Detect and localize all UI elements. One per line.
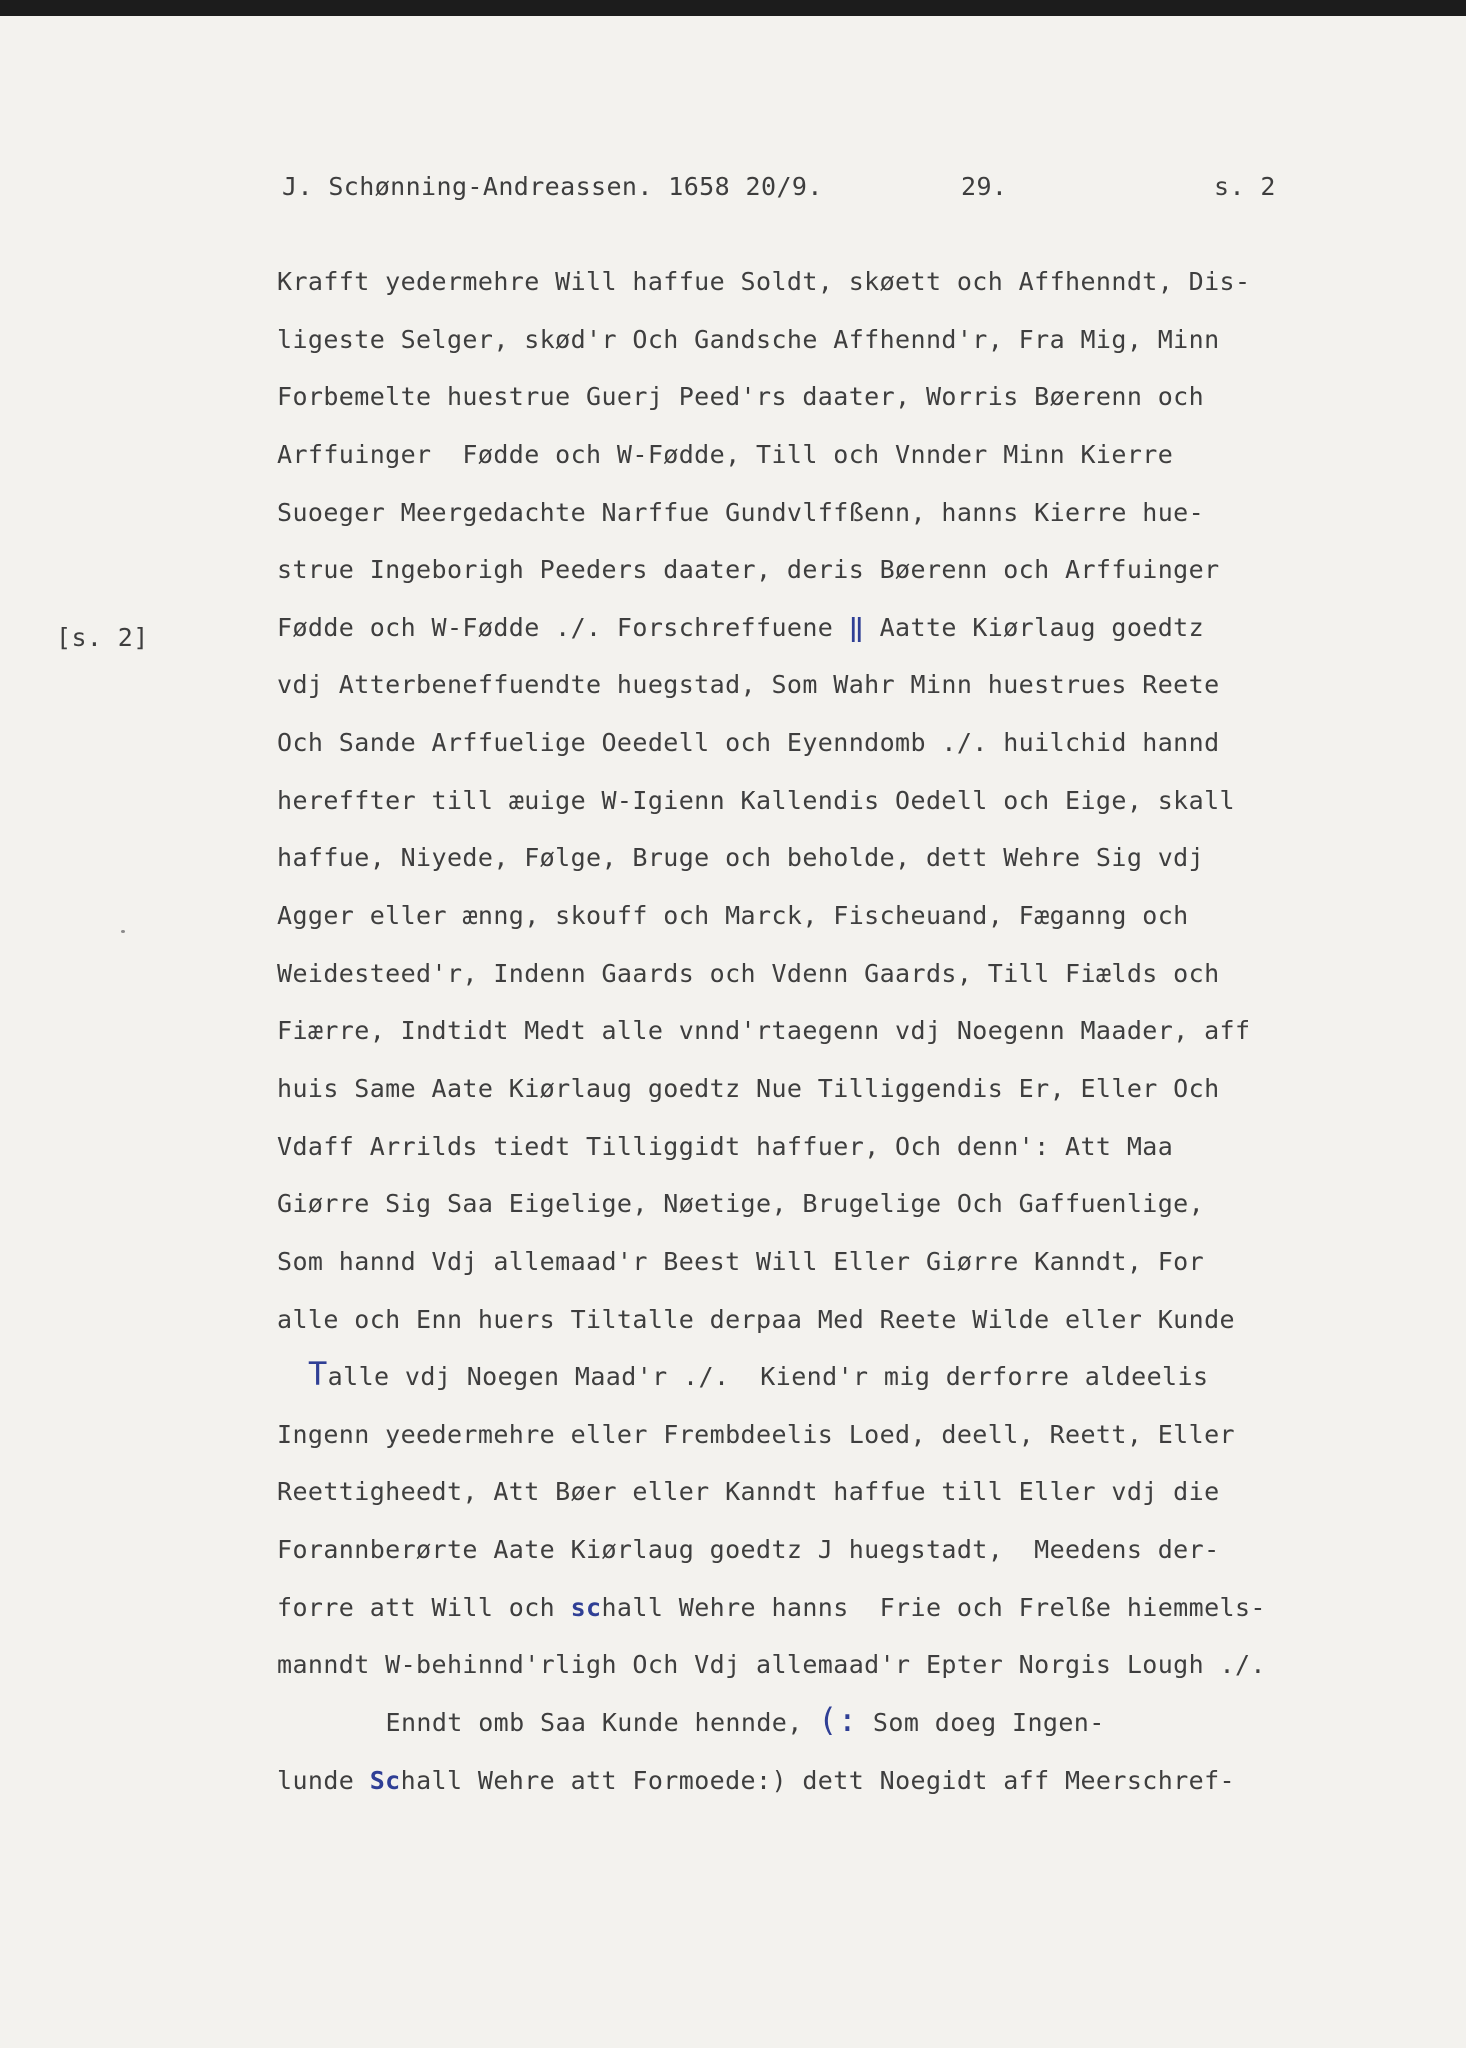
line-text: Vdaff Arrilds tiedt Tilliggidt haffuer, Och denn': Att Maa [277, 1131, 1174, 1161]
line-text-rest: alle vdj Noegen Maad'r ./. Kiend'r mig derforre aldeelis [327, 1362, 1209, 1392]
line-text: huis Same Aate Kiørlaug goedtz Nue Tilliggendis Er, Eller Och [277, 1073, 1220, 1103]
line-text: Giørre Sig Saa Eigelige, Nøetige, Brugelige Och Gaffuenlige, [277, 1189, 1205, 1219]
line-text: Forannberørte Aate Kiørlaug goedtz J huegstadt, Meedens der- [277, 1535, 1220, 1565]
line-text: Agger eller ænng, skouff och Marck, Fischeuand, Fæganng och [277, 901, 1189, 931]
text-line [277, 1011, 1407, 1069]
handwritten-insert: T [308, 1355, 328, 1394]
line-text: Reettigheedt, Att Bøer eller Kanndt haffue till Eller vdj die [277, 1477, 1220, 1507]
line-text: ligeste Selger, skød'r Och Gandsche Affhennd'r, Fra Mig, Minn [277, 324, 1220, 354]
line-text: Suoeger Meergedachte Narffue Gundvlffßenn, hanns Kierre hue- [277, 497, 1205, 527]
text-line [277, 1530, 1407, 1588]
text-line [277, 550, 1407, 608]
handwritten-insert: sc [570, 1592, 602, 1622]
text-line [277, 1761, 1407, 1819]
text-line [277, 1645, 1407, 1703]
line-text: Enndt omb Saa Kunde hennde, [385, 1708, 819, 1738]
line-text: strue Ingeborigh Peeders daater, deris Bøerenn och Arffuinger [277, 555, 1220, 585]
line-text-rest: hall Wehre att Formoede:) dett Noegidt aff Meerschref- [400, 1765, 1235, 1795]
text-line [277, 781, 1407, 839]
line-text: Och Sande Arffuelige Oeedell och Eyenndomb ./. huilchid hannd [277, 728, 1220, 758]
text-line [277, 1069, 1407, 1127]
text-line [277, 954, 1407, 1012]
text-line [277, 435, 1407, 493]
text-line [277, 838, 1407, 896]
line-text-rest: Aatte Kiørlaug goedtz [879, 612, 1205, 642]
line-text: Fiærre, Indtidt Medt alle vnnd'rtaegenn vdj Noegenn Maader, aff [277, 1016, 1251, 1046]
text-line [277, 1588, 1407, 1646]
text-line [277, 1357, 1407, 1415]
text-line [277, 1472, 1407, 1530]
handwritten-insert: ‖ [833, 612, 880, 642]
line-text: Ingenn yeedermehre eller Frembdeelis Loed, deell, Reett, Eller [277, 1419, 1235, 1449]
paper-speck [121, 930, 125, 933]
header-title: J. Schønning-Andreassen. 1658 20/9. [282, 172, 823, 201]
text-line [277, 665, 1407, 723]
handwritten-insert: Sc [369, 1765, 401, 1795]
header-folio-number: 29. [961, 172, 1008, 201]
text-line [277, 1415, 1407, 1473]
text-line [277, 1242, 1407, 1300]
line-text: vdj Atterbeneffuendte huegstad, Som Wahr Minn huestrues Reete [277, 670, 1220, 700]
text-line [277, 320, 1407, 378]
line-text: Forbemelte huestrue Guerj Peed'rs daater, Worris Bøerenn och [277, 382, 1205, 412]
line-text: alle och Enn huers Tiltalle derpaa Med Reete Wilde eller Kunde [277, 1304, 1235, 1334]
line-text: manndt W-behinnd'rligh Och Vdj allemaad'r Epter Norgis Lough ./. [277, 1650, 1266, 1680]
line-text-rest: hall Wehre hanns Frie och Frelße hiemmels- [601, 1592, 1266, 1622]
line-text: Fødde och W-Fødde ./. Forschreffuene [277, 612, 834, 642]
line-text: Krafft yedermehre Will haffue Soldt, skøett och Affhenndt, Dis- [277, 267, 1251, 296]
line-text-rest: Som doeg Ingen- [857, 1708, 1105, 1738]
document-page [0, 16, 1466, 2048]
margin-page-note: [s. 2] [56, 623, 149, 652]
text-line [277, 723, 1407, 781]
line-text: haffue, Niyede, Følge, Bruge och beholde, dett Wehre Sig vdj [277, 843, 1205, 873]
line-text: Weidesteed'r, Indenn Gaards och Vdenn Gaards, Till Fiælds och [277, 958, 1220, 988]
header-page-number: s. 2 [1214, 172, 1276, 201]
text-line [277, 377, 1407, 435]
line-text: forre att Will och [277, 1592, 571, 1622]
text-line [277, 1703, 1407, 1761]
text-line [277, 896, 1407, 954]
text-line [277, 608, 1407, 666]
text-line [277, 1127, 1407, 1185]
handwritten-insert: (: [818, 1701, 858, 1740]
text-line [277, 262, 1407, 320]
line-text: hereffter till æuige W-Igienn Kallendis Oedell och Eige, skall [277, 785, 1235, 815]
transcription-body [277, 262, 1407, 1818]
text-line [277, 493, 1407, 551]
line-text: Arffuinger Fødde och W-Fødde, Till och Vnnder Minn Kierre [277, 439, 1174, 469]
text-line [277, 1184, 1407, 1242]
line-text: lunde [277, 1765, 370, 1795]
text-line [277, 1300, 1407, 1358]
line-text: Som hannd Vdj allemaad'r Beest Will Eller Giørre Kanndt, For [277, 1246, 1205, 1276]
